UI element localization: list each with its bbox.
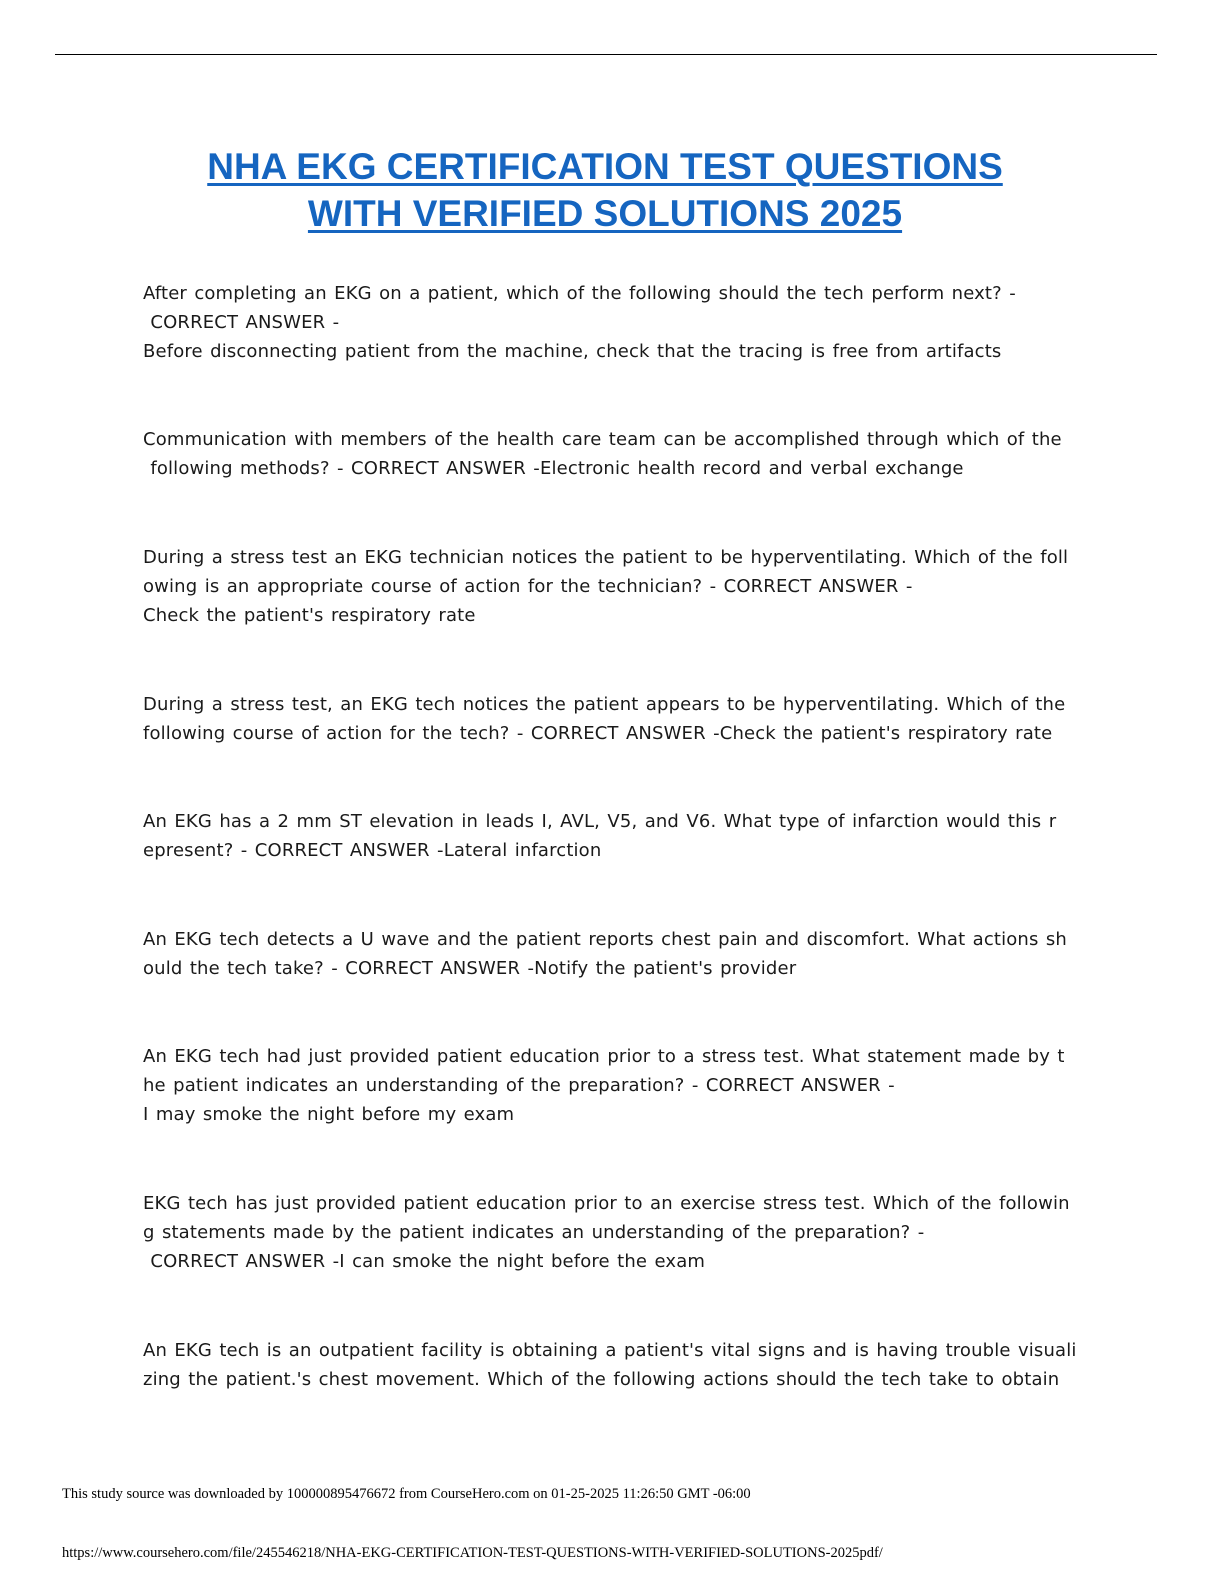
qa-line: An EKG tech detects a U wave and the patient reports chest pain and discomfort. What actions sh [143, 929, 1067, 950]
qa-line: Communication with members of the health care team can be accomplished through which of the [143, 429, 1062, 450]
qa-entry [143, 690, 1078, 748]
qa-line: following methods? - CORRECT ANSWER -Electronic health record and verbal exchange [143, 458, 964, 479]
qa-entry [143, 279, 1078, 366]
qa-line: g statements made by the patient indicates an understanding of the preparation? - [143, 1222, 925, 1243]
qa-line: CORRECT ANSWER -I can smoke the night before the exam [143, 1251, 706, 1272]
qa-line: EKG tech has just provided patient education prior to an exercise stress test. Which of the followin [143, 1193, 1070, 1214]
qa-line: I may smoke the night before my exam [143, 1104, 515, 1125]
source-url[interactable]: https://www.coursehero.com/file/245546218/NHA-EKG-CERTIFICATION-TEST-QUESTIONS-WITH-VERIFIED-SOLUTIONS-2025pdf/ [62, 1545, 883, 1561]
title-line-1: NHA EKG CERTIFICATION TEST QUESTIONS [207, 146, 1003, 187]
qa-entry [143, 925, 1078, 983]
qa-line: CORRECT ANSWER - [143, 312, 340, 333]
qa-line: An EKG tech is an outpatient facility is obtaining a patient's vital signs and is having trouble visuali [143, 1340, 1077, 1361]
title-line-2: WITH VERIFIED SOLUTIONS 2025 [307, 193, 903, 234]
header-divider [55, 54, 1157, 55]
qa-line: owing is an appropriate course of action for the technician? - CORRECT ANSWER - [143, 576, 913, 597]
qa-entry [143, 1189, 1078, 1276]
qa-line: he patient indicates an understanding of the preparation? - CORRECT ANSWER - [143, 1075, 895, 1096]
qa-entry [143, 425, 1078, 483]
qa-line: An EKG has a 2 mm ST elevation in leads I, AVL, V5, and V6. What type of infarction would this r [143, 811, 1057, 832]
qa-line: ould the tech take? - CORRECT ANSWER -Notify the patient's provider [143, 958, 797, 979]
qa-line: After completing an EKG on a patient, which of the following should the tech perform next? - [143, 283, 1016, 304]
qa-line: Check the patient's respiratory rate [143, 605, 476, 626]
qa-line: Before disconnecting patient from the machine, check that the tracing is free from artifacts [143, 341, 1002, 362]
qa-line: During a stress test, an EKG tech notices the patient appears to be hyperventilating. Which of the [143, 694, 1066, 715]
qa-entry [143, 807, 1078, 865]
qa-line: following course of action for the tech? - CORRECT ANSWER -Check the patient's respiratory rate [143, 723, 1053, 744]
qa-line: zing the patient.'s chest movement. Which of the following actions should the tech take to obtain [143, 1369, 1060, 1390]
qa-line: epresent? - CORRECT ANSWER -Lateral infarction [143, 840, 602, 861]
qa-entry [143, 1042, 1078, 1129]
document-title [0, 143, 1210, 237]
qa-line: During a stress test an EKG technician notices the patient to be hyperventilating. Which of the foll [143, 547, 1069, 568]
qa-entry [143, 1336, 1078, 1394]
download-source-notice: This study source was downloaded by 100000895476672 from CourseHero.com on 01-25-2025 11:26:50 GMT -06:00 [62, 1486, 751, 1502]
qa-entry [143, 543, 1078, 630]
qa-line: An EKG tech had just provided patient education prior to a stress test. What statement made by t [143, 1046, 1065, 1067]
